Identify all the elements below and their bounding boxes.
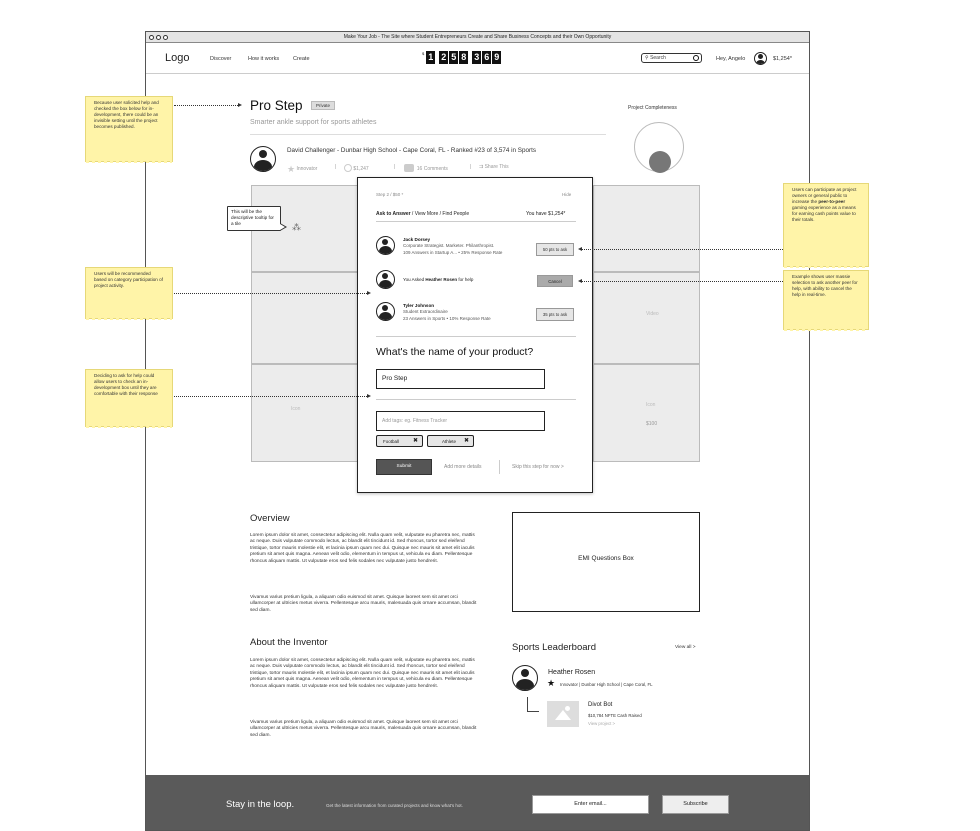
tags-input[interactable]: Add tags: eg. Fitness Tracker xyxy=(376,411,545,431)
nav-how-it-works[interactable]: How it works xyxy=(248,56,280,62)
person-name[interactable]: Jack Dorsey xyxy=(403,237,431,242)
add-more-details-link[interactable]: Add more details xyxy=(444,464,482,470)
sticky-note: Because user solicited help and checked the box below for in-development, there could be an invisible setting until the project becomes published. xyxy=(85,96,173,162)
grid-tile[interactable] xyxy=(251,364,359,462)
divider: | xyxy=(470,164,472,170)
tag-label: Football xyxy=(383,439,400,444)
grid-tile[interactable] xyxy=(593,185,700,272)
arrow-right-icon xyxy=(367,394,371,398)
icon-label: Icon xyxy=(291,406,301,412)
share-icon: ⇉ xyxy=(479,164,484,170)
counter-digit: 5 xyxy=(451,52,457,62)
hide-button[interactable]: Hide xyxy=(562,192,572,197)
ask-to-answer-link[interactable]: Ask to Answer xyxy=(376,211,411,217)
inventor-title: About the Inventor xyxy=(250,637,328,648)
divider xyxy=(376,336,576,337)
counter-digit: 1 xyxy=(428,52,434,62)
person-name[interactable]: Tyler Johnson xyxy=(403,303,435,308)
site-header xyxy=(146,44,809,74)
annotation-connector xyxy=(582,249,783,250)
person-avatar[interactable] xyxy=(376,302,395,321)
skip-step-link[interactable]: Skip this step for now > xyxy=(512,464,564,470)
ask-help-modal xyxy=(357,177,593,493)
divider xyxy=(250,134,606,135)
email-input[interactable] xyxy=(532,795,649,814)
newsletter-footer xyxy=(146,775,809,831)
ask-links[interactable]: / View More / Find People xyxy=(410,211,470,217)
tree-connector xyxy=(527,697,528,711)
grid-tile[interactable] xyxy=(251,272,359,364)
divider xyxy=(376,399,576,400)
annotation-connector xyxy=(174,396,367,397)
search-icon: ⚲ xyxy=(645,55,651,61)
annotation-connector xyxy=(582,281,783,282)
counter-digit: 2 xyxy=(441,52,447,62)
grid-tile[interactable] xyxy=(593,364,700,462)
product-name-input[interactable]: Pro Step xyxy=(376,369,545,389)
sticky-note: Users can participate as project owners or general public to increase the peer-to-peer gaming experience as a means for earning cash points value to their totals. xyxy=(783,183,869,267)
overview-title: Overview xyxy=(250,513,290,524)
project-meta: $10,784 NFTE Cash Raised xyxy=(588,713,642,718)
points-available: You have $1,254* xyxy=(526,211,566,217)
person-name[interactable]: Heather Rosen xyxy=(425,277,458,282)
overview-paragraph: Lorem ipsum dolor sit amet, consectetur adipiscing elit. Nulla quam velit, vulputate eu pharetra nec, mattis ac neque. Duis vulputate commodo lectus, ac blandit elit tincidunt id. Sed rhoncus, tortor sed eleifend tristique, tortor mauris molestie elit, et lacinia ipsum quam nec dui. Quisque nec mauris sit amet elit iaculis pretium sit amet quis magna. Aenean velit odio, elementum in tempus ut, vehicula eu diam. Pellentesque rhoncus aliquam mattis. Ut vulputate eros sed felis sodales nec vulputate justo hendrerit. xyxy=(250,533,475,564)
counter-digit: 3 xyxy=(474,52,480,62)
video-label: Video xyxy=(646,311,659,317)
comments-link[interactable]: 16 Comments xyxy=(404,164,448,172)
person-stats: 23 Answers in Sports • 10% Response Rate xyxy=(403,316,491,321)
arrow-right-icon xyxy=(367,291,371,295)
email-placeholder: Enter email... xyxy=(574,801,607,807)
innovator-meta: ★ Innovator xyxy=(287,164,318,174)
star-icon: ★ xyxy=(547,678,556,688)
leaderboard-title: Sports Leaderboard xyxy=(512,642,596,653)
title-bar xyxy=(146,32,809,43)
cancel-request-button[interactable]: Cancel xyxy=(537,275,573,287)
counter-digit: 9 xyxy=(494,52,500,62)
tag-label: Athlete xyxy=(442,439,457,444)
icon-label: Icon xyxy=(646,402,656,408)
sticky-note: Example shows user massie selection to ask another peer for help, with ability to cancel the help in real-time. xyxy=(783,270,869,330)
nav-create[interactable]: Create xyxy=(293,56,310,62)
submit-button[interactable]: Submit xyxy=(376,459,432,475)
completeness-fill xyxy=(649,151,671,173)
footer-text: Get the latest information from curated projects and know what's hot. xyxy=(326,803,463,808)
remove-tag-icon[interactable]: ✖ xyxy=(412,438,418,444)
completeness-label: Project Completeness xyxy=(628,105,677,111)
person-avatar[interactable] xyxy=(376,236,395,255)
step-indicator: Step 2 / $50 * xyxy=(376,192,404,197)
question-title: What's the name of your product? xyxy=(376,346,534,358)
user-greeting[interactable]: Hey, Angelo xyxy=(716,56,746,62)
leader-avatar[interactable] xyxy=(512,665,538,691)
user-balance: $1,254* xyxy=(773,56,792,62)
close-window-icon[interactable] xyxy=(149,35,154,40)
asked-status: You Asked Heather Rosen for help xyxy=(403,277,474,282)
arrow-left-icon xyxy=(578,247,582,251)
person-stats: 109 Answers in Startup A... • 25% Response Rate xyxy=(403,250,503,255)
view-project-link[interactable]: View project > xyxy=(588,721,616,726)
subscribe-label: Subscribe xyxy=(683,801,708,807)
search-placeholder: Search xyxy=(650,55,666,61)
grid-tile[interactable] xyxy=(593,272,700,364)
emi-questions-box[interactable] xyxy=(512,512,700,612)
divider xyxy=(499,460,500,474)
subscribe-button[interactable] xyxy=(662,795,729,814)
search-submit-icon[interactable] xyxy=(693,55,699,61)
ask-header xyxy=(376,211,469,217)
tooltip-pointer-fill xyxy=(280,224,285,230)
emi-box-label: EMI Questions Box xyxy=(578,555,634,562)
nav-discover[interactable]: Discover xyxy=(210,56,232,62)
tile-tooltip xyxy=(227,206,281,231)
divider: | xyxy=(335,164,337,170)
counter-digit: 6 xyxy=(484,52,490,62)
annotation-connector xyxy=(174,105,238,106)
tooltip-text: This will be the descriptive tooltip for a tile xyxy=(231,209,274,226)
search-input[interactable] xyxy=(641,53,702,63)
person-avatar[interactable] xyxy=(376,270,395,289)
share-link[interactable]: ⇉ Share This xyxy=(479,164,509,170)
tag-chip[interactable] xyxy=(427,435,474,447)
logo[interactable]: Logo xyxy=(165,52,190,64)
minimize-window-icon[interactable] xyxy=(156,35,161,40)
inventor-paragraph: Lorem ipsum dolor sit amet, consectetur adipiscing elit. Nulla quam velit, vulputate eu pharetra nec, mattis ac neque. Duis vulputate commodo lectus, ac blandit elit tincidunt id. Sed rhoncus, tortor sed eleifend tristique, tortor mauris molestie elit, et lacinia ipsum quam nec dui. Quisque nec mauris sit amet elit iaculis pretium sit amet quis magna. Aenean velit odio, elementum in tempus ut, vehicula eu diam. Pellentesque rhoncus aliquam mattis. Ut vulputate eros sed felis sodales nec vulputate justo hendrerit. xyxy=(250,658,475,689)
star-icon: ★ xyxy=(287,164,296,174)
peer-to-peer-emphasis: peer-to-peer xyxy=(818,199,846,205)
image-icon xyxy=(555,710,571,720)
comment-icon xyxy=(404,164,414,172)
arrow-left-icon xyxy=(578,279,582,283)
divider: | xyxy=(394,164,396,170)
divider xyxy=(376,221,576,222)
footer-title: Stay in the loop. xyxy=(226,799,295,810)
ask-jack-button[interactable]: 50 pts to ask xyxy=(536,243,574,256)
coin-icon xyxy=(344,164,352,172)
author-line: David Challenger - Dunbar High School - Cape Coral, FL - Ranked #23 of 3,574 in Sports xyxy=(287,147,536,154)
tag-chip[interactable] xyxy=(376,435,423,447)
sticky-note: Users will be recommended based on category participation of project activity. xyxy=(85,267,173,319)
project-subtitle: Smarter ankle support for sports athletes xyxy=(250,119,377,126)
maximize-window-icon[interactable] xyxy=(163,35,168,40)
price-label: $100 xyxy=(646,421,658,427)
completeness-meter xyxy=(634,122,684,172)
overview-paragraph: Vivamus varius pretium ligula, a aliquam odio euismod sit amet. Quisque laoreet sem sit amet orci ullamcorper at ultricies metus viverra. Pellentesque arcu mauris, malesuada quis ornare accumsan, blandit sed diam. xyxy=(250,595,477,613)
points-counter xyxy=(422,51,501,64)
sticky-note: Deciding to ask for help could allow users to check an in-development box until they are comfortable with their response xyxy=(85,369,173,427)
remove-tag-icon[interactable]: ✖ xyxy=(463,438,469,444)
window-title: Make Your Job - The Site where Student Entrepreneurs Create and Share Business Concepts and their Own Opportunity xyxy=(343,34,612,40)
author-avatar[interactable] xyxy=(250,146,276,172)
annotation-connector xyxy=(174,293,367,294)
project-title: Pro Step xyxy=(250,98,303,113)
project-thumbnail[interactable] xyxy=(547,701,579,727)
leader-name[interactable]: Heather Rosen xyxy=(548,669,596,676)
amount-meta: $1,247 xyxy=(344,164,369,172)
ask-tyler-button[interactable]: 35 pts to ask xyxy=(536,308,574,321)
leader-meta: Innovator | Dunbar High School | Cape Coral, FL xyxy=(560,682,653,687)
counter-currency: $ xyxy=(422,51,425,56)
view-all-link[interactable]: View all > xyxy=(675,645,696,650)
person-bio: Student Extraordinaire xyxy=(403,309,448,314)
arrow-right-icon xyxy=(238,103,242,107)
loading-spinner-icon: ⁂ xyxy=(292,222,301,232)
user-avatar[interactable] xyxy=(754,52,767,65)
project-name[interactable]: Divot Bot xyxy=(588,702,613,708)
counter-digit: 8 xyxy=(461,52,467,62)
inventor-paragraph: Vivamus varius pretium ligula, a aliquam odio euismod sit amet. Quisque laoreet sem sit amet orci ullamcorper at ultricies metus viverra. Pellentesque arcu mauris, malesuada quis ornare accumsan, blandit sed diam. xyxy=(250,720,477,738)
person-bio: Corporate Strategist. Marketer. Philanthropist. xyxy=(403,243,495,248)
private-badge[interactable]: Private xyxy=(311,101,335,110)
image-sun-icon xyxy=(565,706,570,711)
tree-connector xyxy=(527,711,539,712)
